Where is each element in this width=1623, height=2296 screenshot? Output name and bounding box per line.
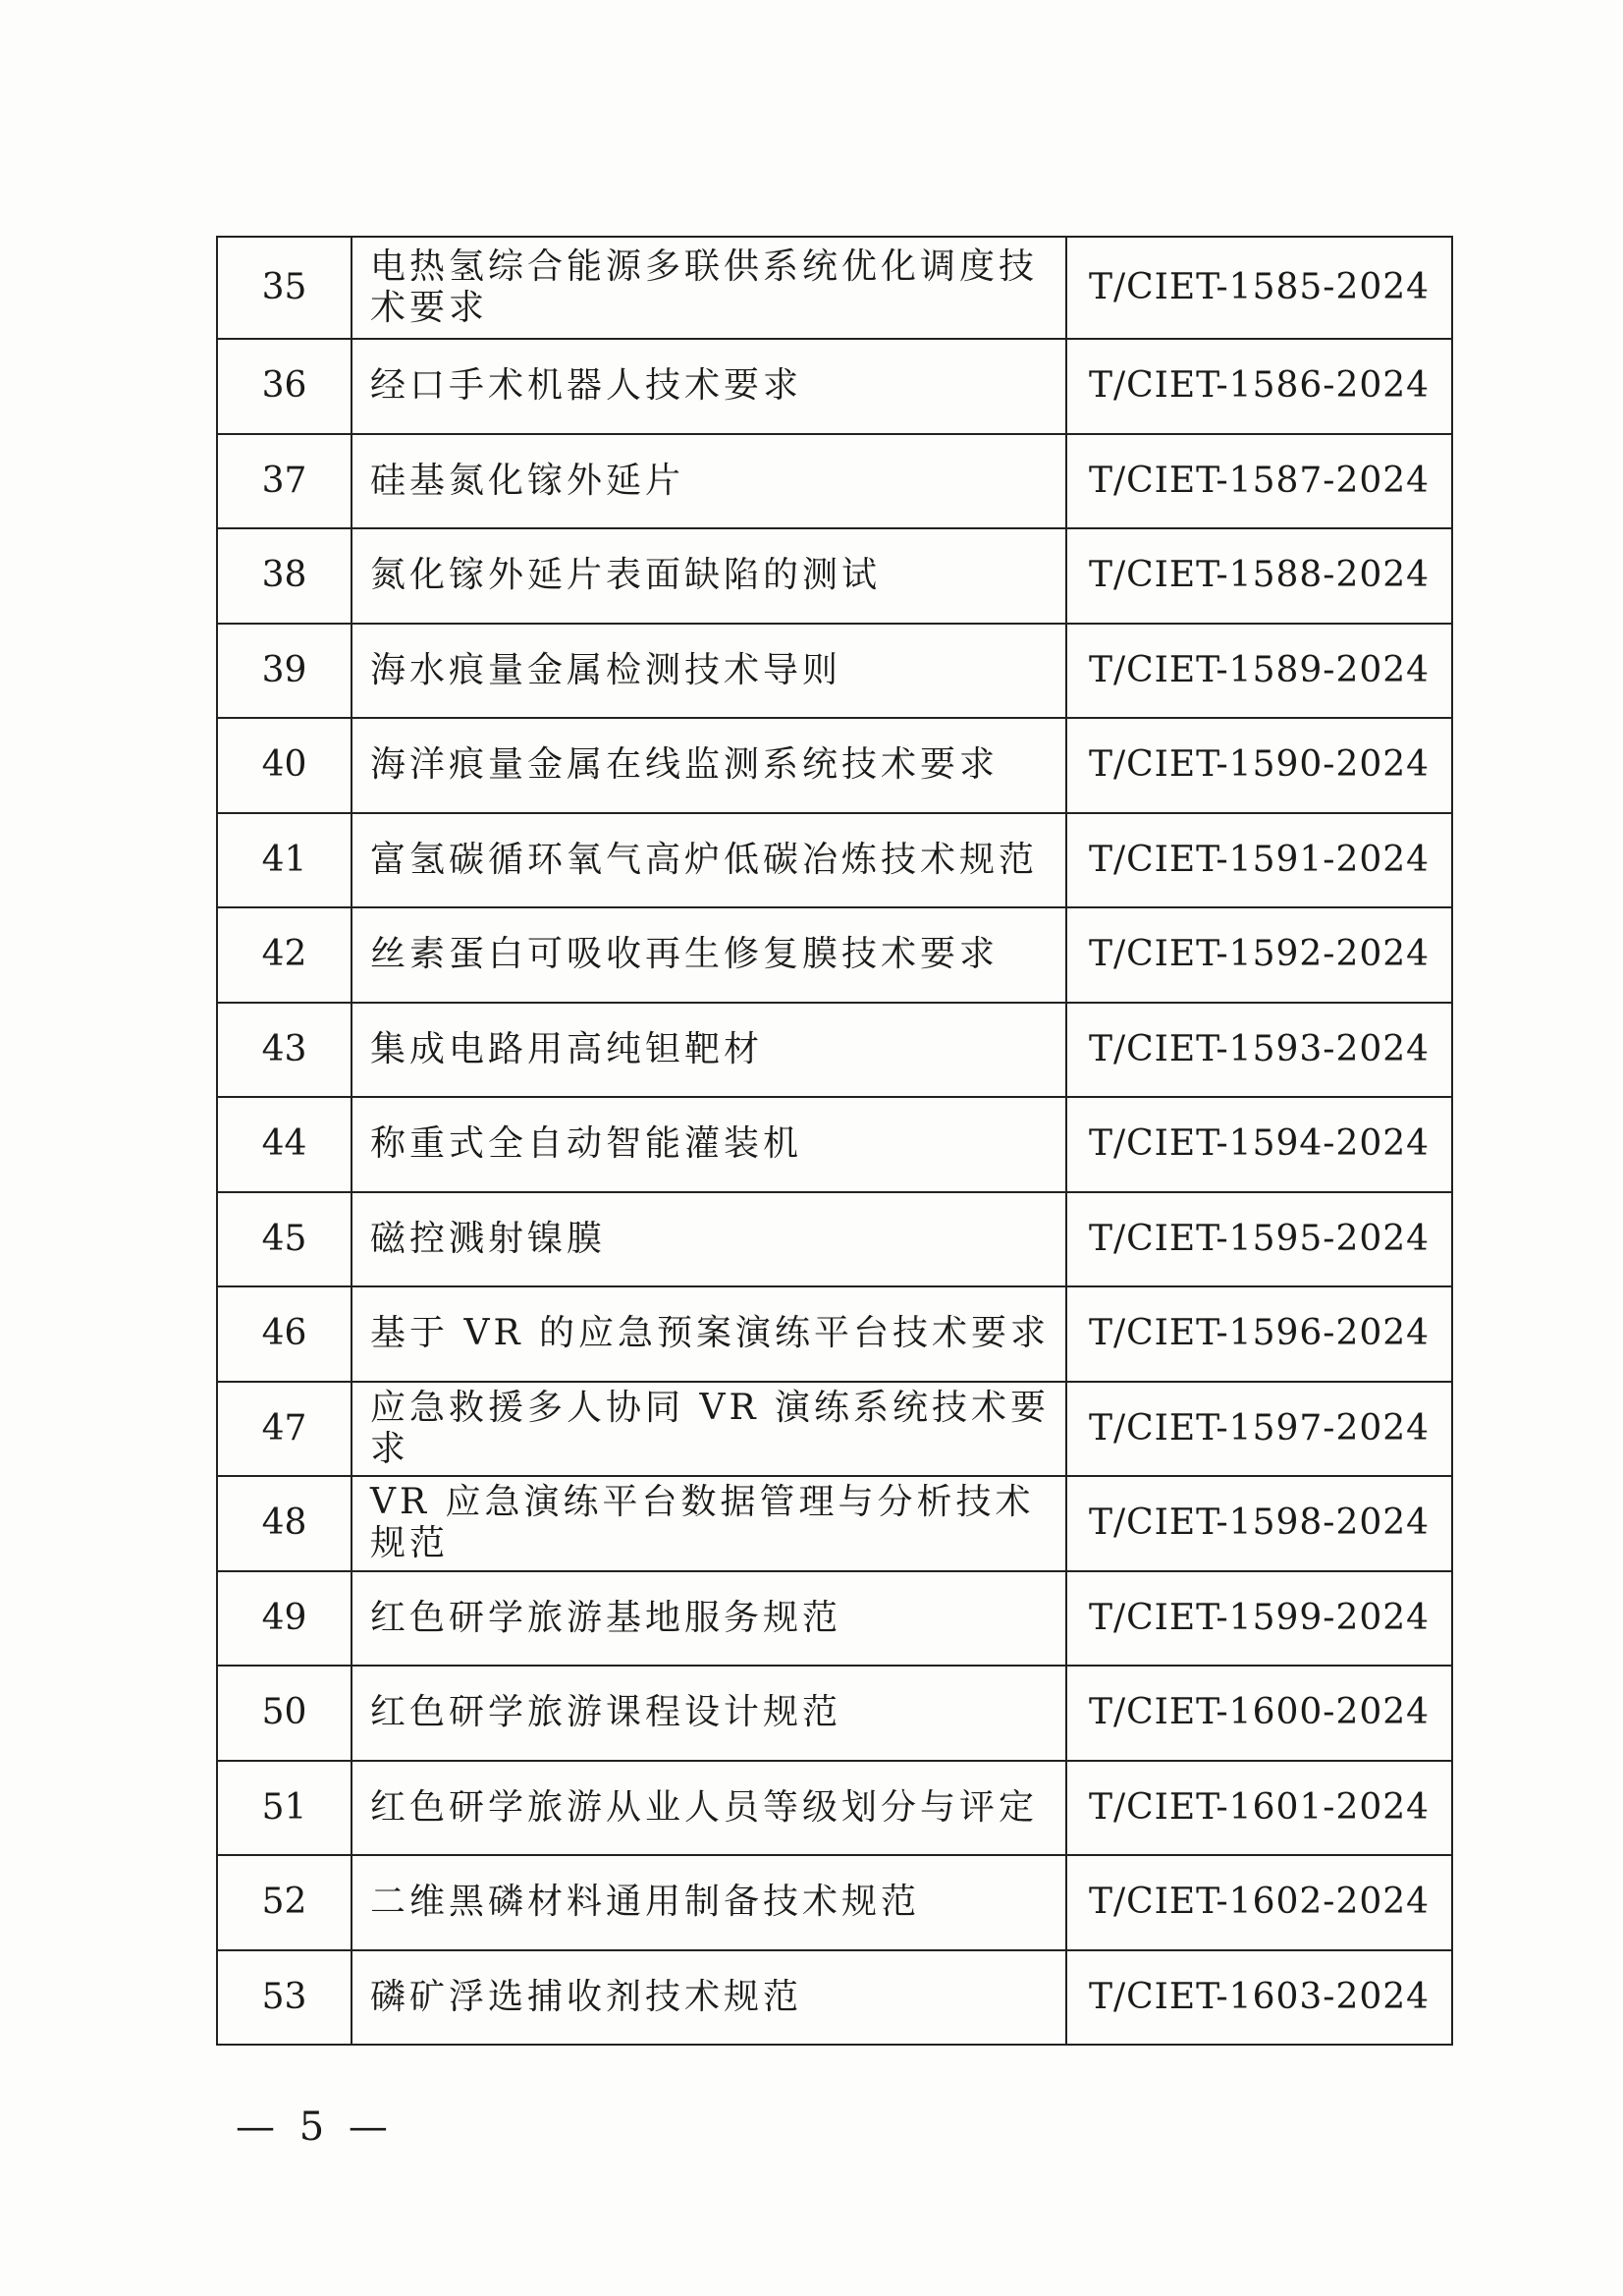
row-number: 36 [217,339,352,434]
table-row [217,237,1452,339]
standard-code: T/CIET-1590-2024 [1066,718,1452,813]
standard-code: T/CIET-1594-2024 [1066,1097,1452,1192]
standard-name: 富氢碳循环氧气高炉低碳冶炼技术规范 [352,813,1066,908]
standard-name: 称重式全自动智能灌装机 [352,1097,1066,1192]
row-number: 45 [217,1192,352,1287]
standard-code: T/CIET-1587-2024 [1066,434,1452,529]
row-number: 35 [217,237,352,339]
standard-code: T/CIET-1596-2024 [1066,1286,1452,1382]
table-row [217,434,1452,529]
table-row [217,1950,1452,2046]
standard-code: T/CIET-1601-2024 [1066,1761,1452,1856]
standard-code: T/CIET-1593-2024 [1066,1003,1452,1098]
table-row [217,813,1452,908]
row-number: 53 [217,1950,352,2046]
standard-code: T/CIET-1589-2024 [1066,624,1452,719]
standard-code: T/CIET-1585-2024 [1066,237,1452,339]
standard-name: 集成电路用高纯钽靶材 [352,1003,1066,1098]
standard-code: T/CIET-1597-2024 [1066,1382,1452,1477]
table-row [217,1003,1452,1098]
table-row [217,1097,1452,1192]
table-row [217,528,1452,624]
standard-name: 二维黑磷材料通用制备技术规范 [352,1855,1066,1950]
row-number: 40 [217,718,352,813]
standard-name: 红色研学旅游课程设计规范 [352,1666,1066,1761]
row-number: 42 [217,907,352,1003]
standard-name: 磷矿浮选捕收剂技术规范 [352,1950,1066,2046]
standard-code: T/CIET-1586-2024 [1066,339,1452,434]
standard-code: T/CIET-1588-2024 [1066,528,1452,624]
row-number: 46 [217,1286,352,1382]
row-number: 43 [217,1003,352,1098]
standard-code: T/CIET-1600-2024 [1066,1666,1452,1761]
row-number: 48 [217,1476,352,1571]
standard-name: 红色研学旅游基地服务规范 [352,1571,1066,1667]
table-row [217,718,1452,813]
row-number: 41 [217,813,352,908]
table-row [217,1286,1452,1382]
standard-name: 基于 VR 的应急预案演练平台技术要求 [352,1286,1066,1382]
row-number: 50 [217,1666,352,1761]
table-row [217,1382,1452,1477]
standard-name: 海洋痕量金属在线监测系统技术要求 [352,718,1066,813]
table-row [217,1571,1452,1667]
page-number: — 5 — [236,2105,394,2150]
standard-code: T/CIET-1592-2024 [1066,907,1452,1003]
standard-code: T/CIET-1591-2024 [1066,813,1452,908]
standard-name: 磁控溅射镍膜 [352,1192,1066,1287]
standard-code: T/CIET-1598-2024 [1066,1476,1452,1571]
standard-code: T/CIET-1595-2024 [1066,1192,1452,1287]
row-number: 47 [217,1382,352,1477]
table-row [217,1476,1452,1571]
row-number: 38 [217,528,352,624]
standards-table [216,236,1453,2046]
table-row [217,1192,1452,1287]
table-row [217,907,1452,1003]
standard-code: T/CIET-1599-2024 [1066,1571,1452,1667]
standard-name: 应急救援多人协同 VR 演练系统技术要求 [352,1382,1066,1477]
standards-table-body [217,237,1452,2045]
row-number: 44 [217,1097,352,1192]
standard-name: 氮化镓外延片表面缺陷的测试 [352,528,1066,624]
standard-name: VR 应急演练平台数据管理与分析技术规范 [352,1476,1066,1571]
table-row [217,1666,1452,1761]
row-number: 49 [217,1571,352,1667]
standard-name: 红色研学旅游从业人员等级划分与评定 [352,1761,1066,1856]
standard-code: T/CIET-1602-2024 [1066,1855,1452,1950]
standard-name: 经口手术机器人技术要求 [352,339,1066,434]
row-number: 37 [217,434,352,529]
table-row [217,339,1452,434]
table-row [217,1855,1452,1950]
table-row [217,624,1452,719]
standard-name: 硅基氮化镓外延片 [352,434,1066,529]
standard-code: T/CIET-1603-2024 [1066,1950,1452,2046]
row-number: 51 [217,1761,352,1856]
standard-name: 海水痕量金属检测技术导则 [352,624,1066,719]
standard-name: 丝素蛋白可吸收再生修复膜技术要求 [352,907,1066,1003]
table-row [217,1761,1452,1856]
row-number: 39 [217,624,352,719]
standard-name: 电热氢综合能源多联供系统优化调度技术要求 [352,237,1066,339]
row-number: 52 [217,1855,352,1950]
